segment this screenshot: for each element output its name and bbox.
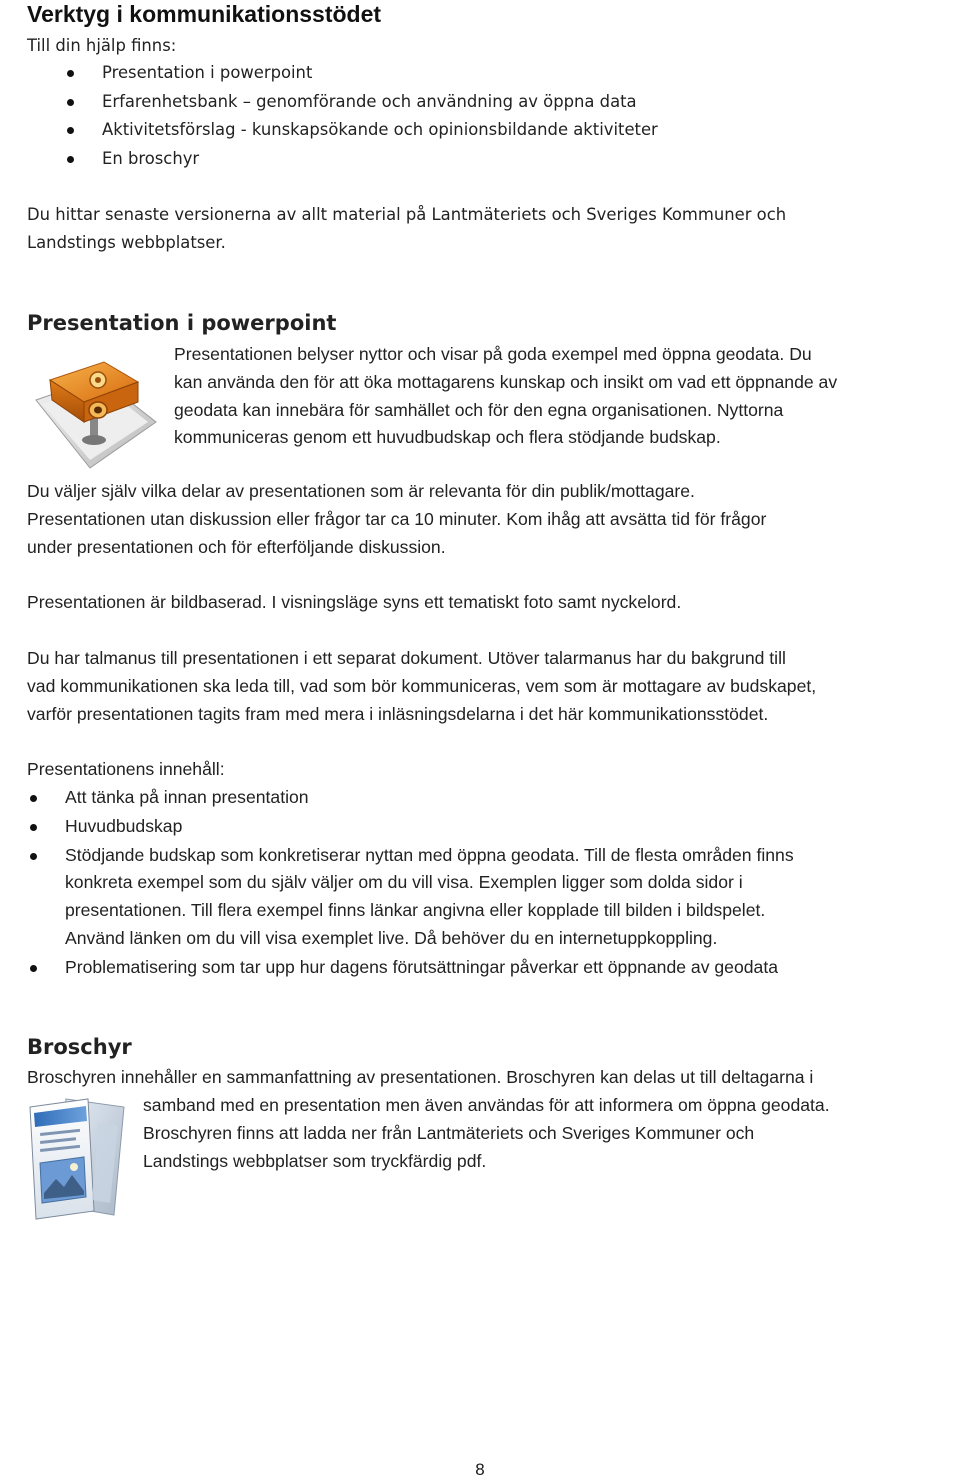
list-item: Erfarenhetsbank – genomförande och användning av öppna data <box>27 88 927 117</box>
list-item: Att tänka på innan presentation <box>27 784 957 812</box>
page-number: 8 <box>475 1460 485 1479</box>
brochure-icon <box>26 1093 130 1221</box>
contents-list <box>27 784 957 982</box>
bullet-icon <box>67 70 74 77</box>
list-item: Huvudbudskap <box>27 813 957 841</box>
list-item: Aktivitetsförslag - kunskapsökande och opinionsbildande aktiviteter <box>27 116 927 145</box>
tools-list <box>27 59 927 173</box>
presentation-heading: Presentation i powerpoint <box>27 311 337 335</box>
bullet-icon <box>30 965 37 972</box>
bullet-icon <box>67 156 74 163</box>
bullet-icon <box>30 795 37 802</box>
bullet-icon <box>30 853 37 860</box>
bullet-icon <box>30 824 37 831</box>
list-item: Presentation i powerpoint <box>27 59 927 88</box>
presentation-paragraph: Du väljer själv vilka delar av presentationen som är relevanta för din publik/mottagare. Presentationen utan diskussion eller frågor tar ca 10 minuter. Kom ihåg att avsätta tid för frågor under presentationen och för efterföljande diskussion. <box>27 481 767 557</box>
tools-note: Du hittar senaste versionerna av allt material på Lantmäteriets och Sveriges Kommuner och Landstings webbplatser. <box>27 205 787 252</box>
intro-text: Till din hjälp finns: <box>27 36 177 55</box>
list-item: En broschyr <box>27 145 927 174</box>
contents-label: Presentationens innehåll: <box>27 759 225 779</box>
presentation-intro: Presentationen belyser nyttor och visar på goda exempel med öppna geodata. Du kan använda den för att öka mottagarens kunskap och insikt om vad ett öppnande av geodata kan innebära för samhället och för den egna organisationen. Nyttorna kommuniceras genom ett huvudbudskap och flera stödjande budskap. <box>174 344 838 448</box>
brochure-heading: Broschyr <box>27 1035 132 1059</box>
brochure-text: samband med en presentation men även användas för att informera om öppna geodata. Broschyren finns att ladda ner från Lantmäteriets och Sveriges Kommuner och Landstings webbplatser som tryckfärdig pdf. <box>143 1095 830 1171</box>
presentation-paragraph: Presentationen är bildbaserad. I visningsläge syns ett tematiskt foto samt nyckelord. <box>27 592 682 612</box>
list-item: Problematisering som tar upp hur dagens förutsättningar påverkar ett öppnande av geodata <box>27 954 957 982</box>
bullet-icon <box>67 127 74 134</box>
presentation-paragraph: Du har talmanus till presentationen i ett separat dokument. Utöver talarmanus har du bakgrund till vad kommunikationen ska leda till, vad som bör kommuniceras, vem som är mottagare av budskapet, varför presentationen tagits fram med mera i inläsningsdelarna i det här kommunikationsstödet. <box>27 648 817 724</box>
projector-icon <box>30 352 160 470</box>
page-title: Verktyg i kommunikationsstödet <box>27 1 382 27</box>
brochure-text: Broschyren innehåller en sammanfattning av presentationen. Broschyren kan delas ut till deltagarna i <box>27 1067 814 1087</box>
bullet-icon <box>67 99 74 106</box>
list-item: Stödjande budskap som konkretiserar nyttan med öppna geodata. Till de flesta områden finns konkreta exempel som du själv väljer om du vill visa. Exemplen ligger som dolda sidor i presentationen. Till flera exempel finns länkar angivna eller kopplade till bilden i bildspelet. Använd länken om du vill visa exemplet live. Då behöver du en internetuppkoppling. <box>27 842 957 953</box>
